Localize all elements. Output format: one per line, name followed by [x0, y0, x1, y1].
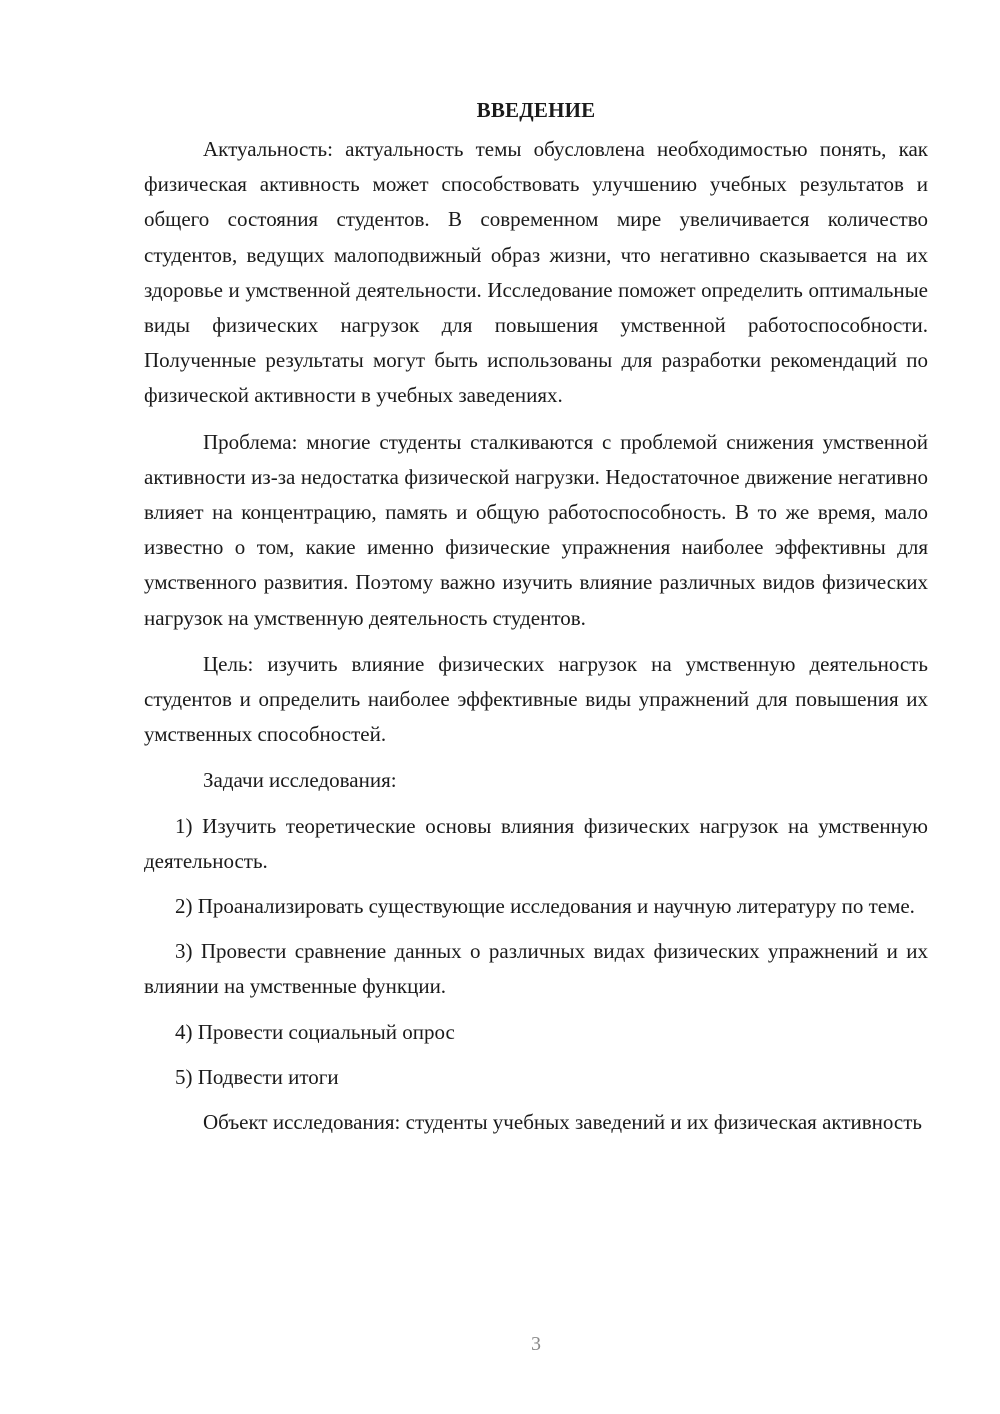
task-item-3: 3) Провести сравнение данных о различных видах физических упражнений и их влиянии на умственные функции. [144, 939, 928, 999]
page-title: ВВЕДЕНИЕ [476, 98, 596, 122]
paragraph-goal: Цель: изучить влияние физических нагрузок на умственную деятельность студентов и определить наиболее эффективные виды упражнений для повышения их умственных способностей. [144, 651, 928, 747]
page-content [144, 93, 928, 1140]
paragraph-object: Объект исследования: студенты учебных заведений и их физическая активность [203, 1110, 923, 1135]
task-item-5: 5) Подвести итоги [175, 1064, 339, 1089]
page-number: 3 [531, 1333, 541, 1355]
paragraph-relevance: Актуальность: актуальность темы обусловлена необходимостью понять, как физическая активность может способствовать улучшению учебных результатов и общего состояния студентов. В современном мире увеличивается количество студентов, ведущих малоподвижный образ жизни, что негативно сказывается на их здоровье и умственной деятельности. Исследование поможет определить оптимальные виды физических нагрузок для повышения умственной работоспособности. Полученные результаты могут быть использованы для разработки рекомендаций по физической активности в учебных заведениях. [144, 137, 928, 408]
paragraph-tasks-heading: Задачи исследования: [203, 768, 397, 793]
task-item-1: 1) Изучить теоретические основы влияния физических нагрузок на умственную деятельность. [144, 813, 928, 873]
paragraph-problem: Проблема: многие студенты сталкиваются с проблемой снижения умственной активности из-за недостатка физической нагрузки. Недостаточное движение негативно влияет на концентрацию, память и общую работоспособность. В то же время, мало известно о том, какие именно физические упражнения наиболее эффективны для умственного развития. Поэтому важно изучить влияние различных видов физических нагрузок на умственную деятельность студентов. [144, 429, 928, 630]
task-item-2: 2) Проанализировать существующие исследования и научную литературу по теме. [175, 894, 915, 919]
task-item-4: 4) Провести социальный опрос [175, 1019, 455, 1044]
